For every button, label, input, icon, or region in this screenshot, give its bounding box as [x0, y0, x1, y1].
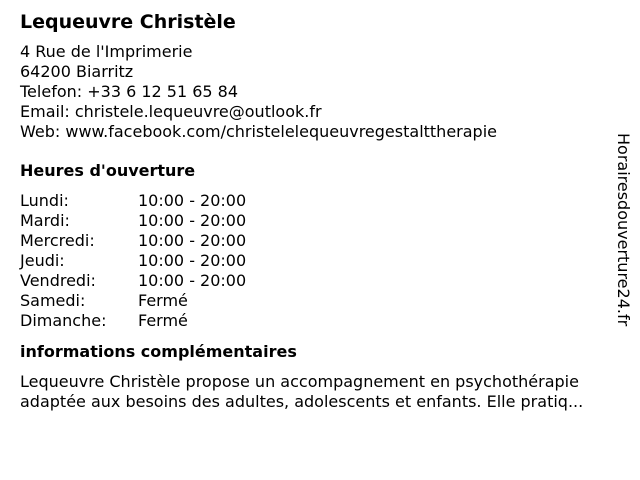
contact-block: [20, 42, 620, 142]
business-name: Lequeuvre Christèle: [20, 11, 236, 33]
email-line: Email: christele.lequeuvre@outlook.fr: [20, 102, 322, 121]
opening-hours-heading: Heures d'ouverture: [20, 161, 196, 180]
hours-day: Vendredi:: [20, 271, 96, 290]
hours-row-saturday: [20, 291, 620, 311]
address-street: 4 Rue de l'Imprimerie: [20, 42, 193, 61]
hours-day: Mardi:: [20, 211, 70, 230]
hours-row-wednesday: [20, 231, 620, 251]
web-line: Web: www.facebook.com/christelelequeuvregestalttherapie: [20, 122, 497, 141]
opening-hours-table: [20, 191, 620, 331]
hours-day: Mercredi:: [20, 231, 95, 250]
hours-day: Dimanche:: [20, 311, 107, 330]
hours-day: Lundi:: [20, 191, 69, 210]
hours-row-monday: [20, 191, 620, 211]
hours-row-friday: [20, 271, 620, 291]
phone-line: Telefon: +33 6 12 51 65 84: [20, 82, 239, 101]
hours-row-thursday: [20, 251, 620, 271]
hours-time: 10:00 - 20:00: [138, 211, 247, 230]
hours-time: 10:00 - 20:00: [138, 231, 247, 250]
hours-time: 10:00 - 20:00: [138, 271, 247, 290]
hours-time: 10:00 - 20:00: [138, 191, 247, 210]
hours-time: Fermé: [138, 291, 188, 310]
business-card: [20, 10, 620, 412]
brand-watermark: Horairesdouverture24.fr: [614, 133, 633, 327]
hours-day: Jeudi:: [20, 251, 65, 270]
hours-day: Samedi:: [20, 291, 86, 310]
additional-info-text: Lequeuvre Christèle propose un accompagnement en psychothérapie adaptée aux besoins des adultes, adolescents et enfants. Elle pratiq...: [20, 372, 584, 411]
address-city: 64200 Biarritz: [20, 62, 134, 81]
additional-info-heading: informations complémentaires: [20, 342, 297, 361]
hours-time: Fermé: [138, 311, 188, 330]
hours-time: 10:00 - 20:00: [138, 251, 247, 270]
hours-row-sunday: [20, 311, 620, 331]
hours-row-tuesday: [20, 211, 620, 231]
